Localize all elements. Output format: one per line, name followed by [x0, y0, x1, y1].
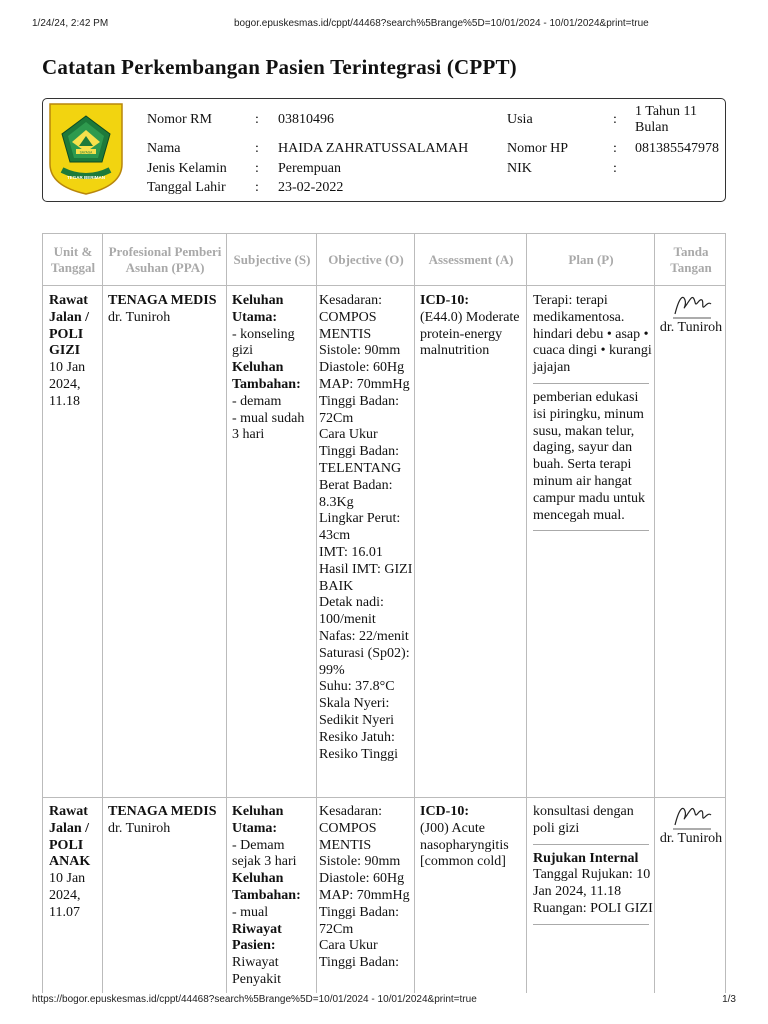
keluhan-utama-text: - konseling gizi	[232, 326, 295, 359]
header-unit-tanggal: Unit & Tanggal	[50, 244, 96, 275]
divider	[533, 530, 649, 531]
divider	[533, 844, 649, 845]
rujukan-detail: Tanggal Rujukan: 10 Jan 2024, 11.18 Ruangan: POLI GIZI	[533, 867, 653, 916]
icd-diagnosis: (J00) Acute nasopharyngitis [common cold]	[420, 820, 509, 870]
table-row	[49, 293, 99, 411]
print-datetime: 1/24/24, 2:42 PM	[32, 18, 109, 29]
print-url: bogor.epuskesmas.id/cppt/44468?search%5Brange%5D=10/01/2024 - 10/01/2024&print=true	[234, 18, 649, 29]
header-assessment: Assessment (A)	[428, 252, 514, 267]
signature-cell	[657, 801, 725, 848]
print-header	[32, 18, 736, 32]
keluhan-tambahan-label: Keluhan Tambahan:	[232, 360, 301, 392]
ppa-name: dr. Tuniroh	[108, 820, 171, 836]
jenis-kelamin-value: Perempuan	[278, 161, 341, 176]
entry-date: 10 Jan 2024, 11.07	[49, 871, 86, 920]
keluhan-tambahan-label: Keluhan Tambahan:	[232, 871, 301, 903]
riwayat-pasien-text: Riwayat Penyakit	[232, 955, 281, 987]
signature-icon	[669, 290, 713, 320]
objective-cell: Kesadaran: COMPOS MENTIS Sistole: 90mm Diastole: 60Hg MAP: 70mmHg Tinggi Badan: 72Cm Cara Ukur Tinggi Badan: TELENTANG Berat Badan: 8.3Kg Lingkar Perut: 43cm IMT: 16.01 Hasil IMT: GIZI BAIK Detak nadi: 100/menit Nafas: 22/menit Saturasi (Sp02): 99% Suhu: 37.8°C Skala Nyeri: Sedikit Nyeri Resiko Jatuh: Resiko Tinggi	[319, 293, 413, 762]
plan-terapi: Terapi: terapi medikamentosa. hindari debu • asap • cuaca dingi • kurangi jajajan	[533, 293, 652, 376]
colon: :	[613, 112, 617, 127]
plan-edukasi: pemberian edukasi isi piringku, minum susu, makan telur, daging, sayur dan buah. Serta terapi minum air hangat campur madu untuk mencegah mual.	[533, 389, 645, 523]
keluhan-utama-label: Keluhan Utama:	[232, 293, 284, 325]
riwayat-pasien-label: Riwayat Pasien:	[232, 921, 282, 954]
svg-text:SAYAGA: SAYAGA	[79, 150, 93, 155]
signature-name: dr. Tuniroh	[659, 831, 723, 846]
usia-value: 1 Tahun 11 Bulan	[635, 104, 698, 135]
entry-date: 10 Jan 2024, 11.18	[49, 360, 86, 409]
page-number: 1/3	[722, 994, 736, 1005]
icd-label: ICD-10:	[420, 804, 469, 819]
objective-cell: Kesadaran: COMPOS MENTIS Sistole: 90mm Diastole: 60Hg MAP: 70mmHg Tinggi Badan: 72Cm Cara Ukur Tinggi Badan:	[319, 804, 410, 971]
ppa-cell	[108, 804, 224, 838]
keluhan-tambahan-text: - demam - mual sudah 3 hari	[232, 393, 305, 443]
ppa-cell	[108, 293, 224, 327]
unit-label: Rawat Jalan / POLI GIZI	[49, 293, 90, 359]
ppa-title: TENAGA MEDIS	[108, 804, 217, 819]
nomor-hp-label: Nomor HP	[507, 141, 569, 156]
header-tanda-tangan: Tanda Tangan	[670, 244, 712, 275]
colon: :	[613, 141, 617, 156]
colon: :	[255, 112, 259, 127]
ppa-name: dr. Tuniroh	[108, 309, 171, 325]
footer-url: https://bogor.epuskesmas.id/cppt/44468?search%5Brange%5D=10/01/2024 - 10/01/2024&print=true	[32, 994, 477, 1005]
icd-diagnosis: (E44.0) Moderate protein-energy malnutrition	[420, 309, 520, 359]
signature-name: dr. Tuniroh	[659, 320, 723, 335]
colon: :	[255, 141, 259, 156]
colon: :	[255, 161, 259, 176]
header-plan: Plan (P)	[568, 252, 614, 267]
plan-cell	[533, 293, 653, 537]
header-objective: Objective (O)	[328, 252, 404, 267]
print-footer	[32, 994, 736, 1008]
nama-value: HAIDA ZAHRATUSSALAMAH	[278, 141, 469, 156]
patient-identity-card	[42, 98, 726, 202]
nik-label: NIK	[507, 161, 532, 176]
divider	[533, 383, 649, 384]
icd-label: ICD-10:	[420, 293, 469, 308]
table-header	[43, 234, 725, 286]
header-subjective: Subjective (S)	[233, 252, 311, 267]
keluhan-utama-text: - Demam sejak 3 hari	[232, 837, 297, 870]
svg-text:TEGAR BERIMAN: TEGAR BERIMAN	[67, 175, 105, 180]
keluhan-tambahan-text: - mual	[232, 904, 269, 920]
nomor-rm-label: Nomor RM	[147, 112, 212, 127]
plan-cell	[533, 804, 653, 931]
signature-cell	[657, 290, 725, 337]
unit-label: Rawat Jalan / POLI ANAK	[49, 804, 91, 870]
colon: :	[255, 180, 259, 195]
jenis-kelamin-label: Jenis Kelamin	[147, 161, 227, 176]
plan-konsultasi: konsultasi dengan poli gizi	[533, 804, 634, 836]
keluhan-utama-label: Keluhan Utama:	[232, 804, 284, 836]
assessment-cell	[420, 293, 526, 360]
kabupaten-bogor-emblem-icon	[48, 102, 124, 196]
tanggal-lahir-value: 23-02-2022	[278, 180, 344, 195]
colon: :	[613, 161, 617, 176]
divider	[533, 924, 649, 925]
tanggal-lahir-label: Tanggal Lahir	[147, 180, 226, 195]
header-ppa: Profesional Pemberi Asuhan (PPA)	[108, 244, 222, 275]
page-title: Catatan Perkembangan Pasien Terintegrasi (CPPT)	[42, 55, 517, 79]
subjective-cell	[232, 293, 314, 444]
nomor-rm-value: 03810496	[278, 112, 334, 127]
signature-icon	[669, 801, 713, 831]
nama-label: Nama	[147, 141, 181, 156]
subjective-cell	[232, 804, 314, 989]
rujukan-internal-label: Rujukan Internal	[533, 850, 639, 866]
table-row	[49, 804, 99, 922]
ppa-title: TENAGA MEDIS	[108, 293, 217, 308]
nomor-hp-value: 081385547978	[635, 141, 719, 156]
cppt-table	[42, 233, 726, 993]
usia-label: Usia	[507, 112, 533, 127]
assessment-cell	[420, 804, 526, 871]
